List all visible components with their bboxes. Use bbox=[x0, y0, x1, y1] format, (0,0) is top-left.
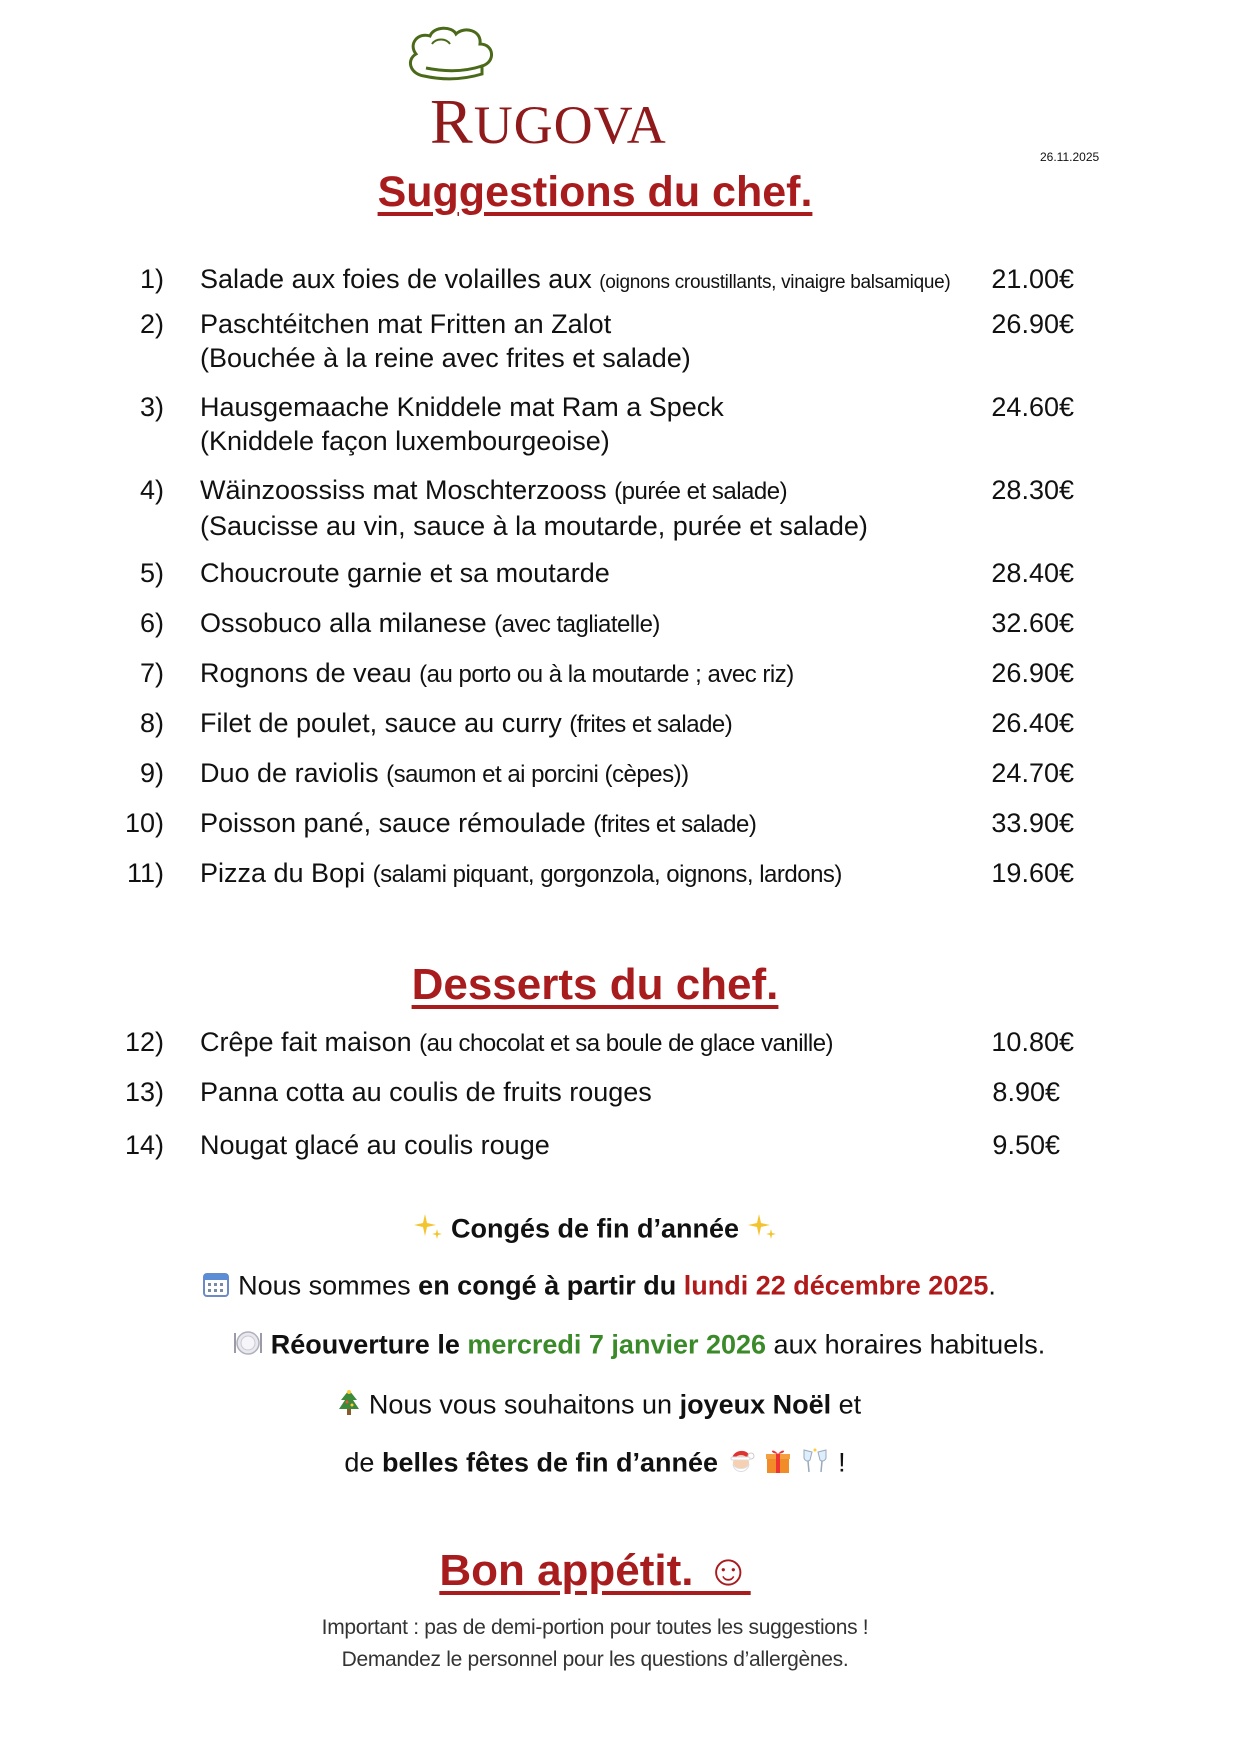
reopening-text: aux horaires habituels. bbox=[766, 1329, 1046, 1360]
item-note: (au porto ou à la moutarde ; avec riz) bbox=[419, 661, 794, 688]
item-price: 9.50€ bbox=[992, 1130, 1060, 1160]
item-number: 3) bbox=[139, 392, 164, 422]
restaurant-logo bbox=[400, 24, 740, 157]
calendar-icon bbox=[202, 1270, 230, 1305]
item-note: (avec tagliatelle) bbox=[494, 611, 660, 638]
item-number: 7) bbox=[139, 658, 164, 688]
christmas-wish bbox=[0, 1388, 1190, 1425]
brand-rest: UGOVA bbox=[473, 95, 667, 155]
item-price: 10.80€ bbox=[991, 1027, 1074, 1057]
wish-text: Nous vous souhaitons un bbox=[368, 1389, 680, 1420]
item-price: 28.40€ bbox=[991, 558, 1074, 588]
item-number: 1) bbox=[139, 264, 164, 294]
menu-item bbox=[100, 806, 1080, 856]
item-name: Paschtéitchen mat Fritten an Zalot bbox=[200, 309, 612, 339]
menu-item bbox=[100, 1128, 1080, 1178]
item-name: Pizza du Bopi bbox=[200, 858, 373, 888]
item-subtitle: (Bouchée à la reine avec frites et salade) bbox=[200, 343, 691, 373]
menu-item bbox=[100, 706, 1080, 756]
christmas-tree-icon bbox=[337, 1388, 361, 1425]
item-name: Filet de poulet, sauce au curry bbox=[200, 708, 570, 738]
holiday-heading bbox=[0, 1212, 1190, 1249]
item-price: 28.30€ bbox=[991, 475, 1074, 505]
item-price: 24.70€ bbox=[991, 758, 1074, 788]
closing-date: lundi 22 décembre 2025 bbox=[683, 1270, 989, 1301]
santa-icon bbox=[726, 1446, 756, 1483]
closing-bold: en congé à partir du bbox=[418, 1270, 684, 1301]
item-number: 5) bbox=[139, 558, 164, 588]
champagne-glasses-icon bbox=[800, 1446, 830, 1483]
holiday-bold: belles fêtes de fin d’année bbox=[381, 1447, 719, 1478]
menu-item bbox=[100, 1075, 1080, 1128]
item-price: 26.40€ bbox=[991, 708, 1074, 738]
item-name: Panna cotta au coulis de fruits rouges bbox=[200, 1077, 652, 1107]
item-name: Choucroute garnie et sa moutarde bbox=[200, 558, 610, 588]
item-price: 26.90€ bbox=[991, 309, 1074, 339]
reopening-date: mercredi 7 janvier 2026 bbox=[467, 1329, 767, 1360]
item-name: Salade aux foies de volailles aux bbox=[200, 264, 600, 294]
wish-bold: joyeux Noël bbox=[679, 1389, 832, 1420]
menu-item bbox=[100, 390, 1080, 473]
menu-item bbox=[100, 656, 1080, 706]
item-number: 14) bbox=[124, 1130, 164, 1160]
item-name: Wäinzoossiss mat Moschterzooss bbox=[200, 475, 615, 505]
chef-hat-icon bbox=[402, 24, 502, 88]
item-number: 12) bbox=[124, 1027, 164, 1057]
item-number: 10) bbox=[124, 808, 164, 838]
reopening-notice bbox=[40, 1329, 1230, 1364]
item-name: Poisson pané, sauce rémoulade bbox=[200, 808, 594, 838]
item-price: 24.60€ bbox=[991, 392, 1074, 422]
item-number: 2) bbox=[139, 309, 164, 339]
sparkles-icon bbox=[747, 1212, 777, 1249]
item-number: 11) bbox=[126, 858, 164, 888]
item-note: (frites et salade) bbox=[593, 811, 757, 838]
item-note: (purée et salade) bbox=[614, 478, 788, 505]
item-price: 8.90€ bbox=[992, 1077, 1060, 1107]
item-number: 8) bbox=[139, 708, 164, 738]
reopening-bold: Réouverture le bbox=[270, 1329, 468, 1360]
item-subtitle: (Saucisse au vin, sauce à la moutarde, purée et salade) bbox=[200, 511, 868, 541]
item-note: (frites et salade) bbox=[569, 711, 733, 738]
holiday-wish bbox=[0, 1446, 1190, 1483]
item-number: 4) bbox=[139, 475, 164, 505]
holiday-text: de bbox=[344, 1447, 382, 1478]
item-number: 6) bbox=[139, 608, 164, 638]
plate-cutlery-icon bbox=[233, 1329, 263, 1364]
item-name: Nougat glacé au coulis rouge bbox=[200, 1130, 550, 1160]
suggestions-title: Suggestions du chef. bbox=[377, 168, 813, 216]
bon-appetit-title: Bon appétit. ☺ bbox=[439, 1546, 751, 1595]
menu-item bbox=[100, 756, 1080, 806]
item-number: 9) bbox=[139, 758, 164, 788]
item-price: 32.60€ bbox=[991, 608, 1074, 638]
menu-item bbox=[100, 473, 1080, 556]
item-price: 21.00€ bbox=[991, 264, 1074, 294]
item-name: Crêpe fait maison bbox=[200, 1027, 420, 1057]
item-note: (oignons croustillants, vinaigre balsamique) bbox=[599, 272, 951, 293]
item-price: 26.90€ bbox=[991, 658, 1074, 688]
desserts-list bbox=[100, 1025, 1080, 1178]
closing-punct: . bbox=[988, 1270, 996, 1301]
holiday-title: Congés de fin d’année bbox=[450, 1213, 740, 1244]
suggestions-list bbox=[100, 262, 1080, 906]
menu-item bbox=[100, 262, 1080, 307]
item-note: (salami piquant, gorgonzola, oignons, lardons) bbox=[372, 861, 842, 888]
menu-item bbox=[100, 1025, 1080, 1075]
item-price: 33.90€ bbox=[991, 808, 1074, 838]
item-name: Rognons de veau bbox=[200, 658, 420, 688]
sparkles-icon bbox=[413, 1212, 443, 1249]
closing-notice bbox=[0, 1270, 1190, 1305]
holiday-exclaim: ! bbox=[838, 1447, 846, 1478]
menu-item bbox=[100, 606, 1080, 656]
menu-date: 26.11.2025 bbox=[1040, 150, 1100, 164]
item-number: 13) bbox=[124, 1077, 164, 1107]
menu-item bbox=[100, 556, 1080, 606]
item-note: (au chocolat et sa boule de glace vanille) bbox=[419, 1030, 834, 1057]
desserts-title: Desserts du chef. bbox=[411, 960, 779, 1009]
menu-item bbox=[100, 856, 1080, 906]
menu-item bbox=[100, 307, 1080, 390]
fine-print-portion: Important : pas de demi-portion pour toutes les suggestions ! bbox=[321, 1616, 869, 1639]
brand-initial: R bbox=[430, 86, 474, 157]
restaurant-name bbox=[430, 86, 667, 157]
item-subtitle: (Kniddele façon luxembourgeoise) bbox=[200, 426, 610, 456]
item-price: 19.60€ bbox=[991, 858, 1074, 888]
wish-text-end: et bbox=[831, 1389, 862, 1420]
item-name: Hausgemaache Kniddele mat Ram a Speck bbox=[200, 392, 724, 422]
item-name: Ossobuco alla milanese bbox=[200, 608, 495, 638]
item-note: (saumon et ai porcini (cèpes)) bbox=[386, 761, 689, 788]
gift-icon bbox=[764, 1447, 792, 1482]
closing-text: Nous sommes bbox=[238, 1270, 419, 1301]
fine-print-allergens: Demandez le personnel pour les questions d’allergènes. bbox=[341, 1648, 849, 1671]
item-name: Duo de raviolis bbox=[200, 758, 387, 788]
